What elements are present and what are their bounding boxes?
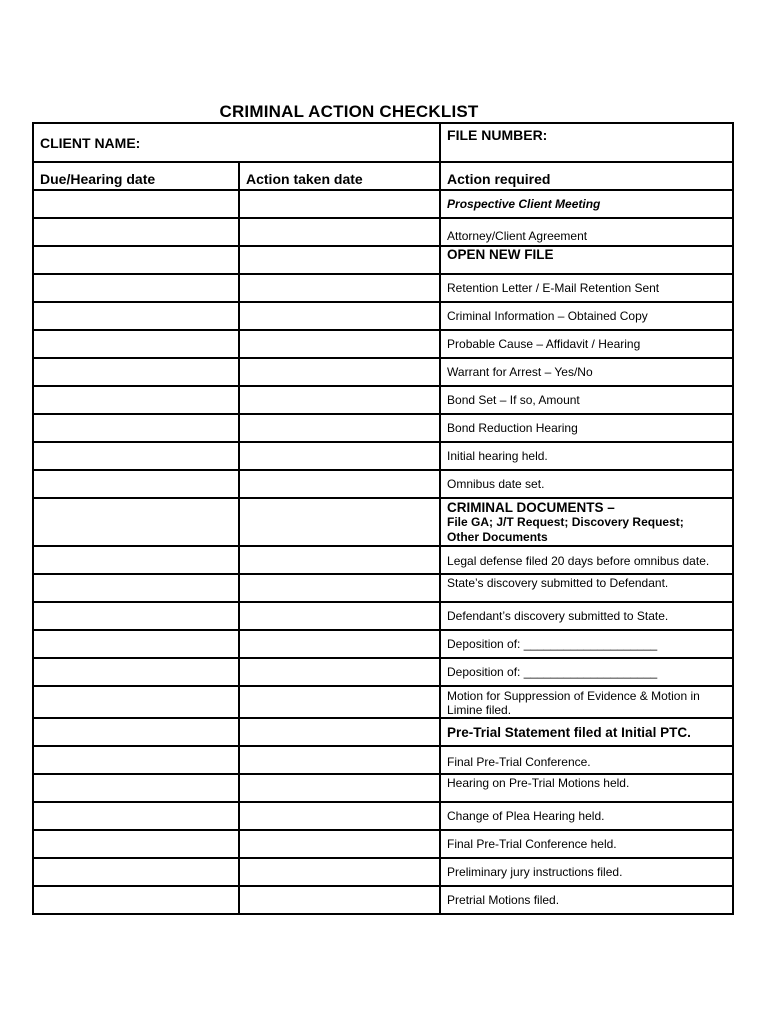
action-cell: Attorney/Client Agreement bbox=[440, 218, 733, 246]
due-date-cell[interactable] bbox=[33, 274, 239, 302]
due-date-cell[interactable] bbox=[33, 602, 239, 630]
taken-date-cell[interactable] bbox=[239, 302, 440, 330]
table-row bbox=[33, 630, 733, 658]
taken-date-cell[interactable] bbox=[239, 602, 440, 630]
due-date-cell[interactable] bbox=[33, 190, 239, 218]
action-cell: Initial hearing held. bbox=[440, 442, 733, 470]
table-row bbox=[33, 246, 733, 274]
header-row bbox=[33, 123, 733, 162]
action-cell: Legal defense filed 20 days before omnibus date. bbox=[440, 546, 733, 574]
file-number-label: FILE NUMBER: bbox=[447, 127, 548, 143]
taken-date-cell[interactable] bbox=[239, 630, 440, 658]
action-cell: Deposition of: ____________________ bbox=[440, 658, 733, 686]
action-cell: Bond Set – If so, Amount bbox=[440, 386, 733, 414]
table-row bbox=[33, 746, 733, 774]
taken-date-cell[interactable] bbox=[239, 686, 440, 718]
taken-date-cell[interactable] bbox=[239, 470, 440, 498]
action-cell: OPEN NEW FILE bbox=[440, 246, 733, 274]
due-date-cell[interactable] bbox=[33, 658, 239, 686]
action-cell: Retention Letter / E-Mail Retention Sent bbox=[440, 274, 733, 302]
table-row bbox=[33, 274, 733, 302]
taken-date-cell[interactable] bbox=[239, 190, 440, 218]
taken-date-cell[interactable] bbox=[239, 442, 440, 470]
column-header-row bbox=[33, 162, 733, 190]
action-cell: Hearing on Pre-Trial Motions held. bbox=[440, 774, 733, 802]
taken-date-cell[interactable] bbox=[239, 274, 440, 302]
table-row bbox=[33, 774, 733, 802]
table-row bbox=[33, 686, 733, 718]
table-row bbox=[33, 470, 733, 498]
table-row bbox=[33, 658, 733, 686]
due-date-cell[interactable] bbox=[33, 302, 239, 330]
action-cell: Preliminary jury instructions filed. bbox=[440, 858, 733, 886]
due-date-cell[interactable] bbox=[33, 358, 239, 386]
table-row bbox=[33, 574, 733, 602]
due-date-cell[interactable] bbox=[33, 746, 239, 774]
taken-date-cell[interactable] bbox=[239, 414, 440, 442]
criminal-documents-heading: CRIMINAL DOCUMENTS – bbox=[447, 500, 615, 515]
action-cell: Final Pre-Trial Conference. bbox=[440, 746, 733, 774]
due-date-cell[interactable] bbox=[33, 574, 239, 602]
due-date-cell[interactable] bbox=[33, 330, 239, 358]
page-title: CRIMINAL ACTION CHECKLIST bbox=[219, 102, 479, 121]
table-row bbox=[33, 546, 733, 574]
col-action-required: Action required bbox=[440, 162, 733, 190]
table-row bbox=[33, 802, 733, 830]
due-date-cell[interactable] bbox=[33, 414, 239, 442]
table-row bbox=[33, 830, 733, 858]
action-cell bbox=[440, 498, 733, 546]
due-date-cell[interactable] bbox=[33, 246, 239, 274]
due-date-cell[interactable] bbox=[33, 546, 239, 574]
due-date-cell[interactable] bbox=[33, 470, 239, 498]
client-name-field[interactable] bbox=[33, 123, 440, 162]
due-date-cell[interactable] bbox=[33, 774, 239, 802]
action-cell: Bond Reduction Hearing bbox=[440, 414, 733, 442]
col-action-taken: Action taken date bbox=[239, 162, 440, 190]
taken-date-cell[interactable] bbox=[239, 218, 440, 246]
table-row bbox=[33, 718, 733, 746]
taken-date-cell[interactable] bbox=[239, 830, 440, 858]
due-date-cell[interactable] bbox=[33, 858, 239, 886]
table-row bbox=[33, 330, 733, 358]
taken-date-cell[interactable] bbox=[239, 498, 440, 546]
taken-date-cell[interactable] bbox=[239, 774, 440, 802]
taken-date-cell[interactable] bbox=[239, 858, 440, 886]
taken-date-cell[interactable] bbox=[239, 358, 440, 386]
due-date-cell[interactable] bbox=[33, 386, 239, 414]
table-row bbox=[33, 386, 733, 414]
table-row bbox=[33, 218, 733, 246]
action-cell: Omnibus date set. bbox=[440, 470, 733, 498]
action-cell: State’s discovery submitted to Defendant. bbox=[440, 574, 733, 602]
taken-date-cell[interactable] bbox=[239, 330, 440, 358]
file-number-field[interactable] bbox=[440, 123, 733, 162]
taken-date-cell[interactable] bbox=[239, 574, 440, 602]
action-cell: Warrant for Arrest – Yes/No bbox=[440, 358, 733, 386]
taken-date-cell[interactable] bbox=[239, 246, 440, 274]
table-row bbox=[33, 498, 733, 546]
taken-date-cell[interactable] bbox=[239, 658, 440, 686]
table-row bbox=[33, 358, 733, 386]
table-row bbox=[33, 442, 733, 470]
due-date-cell[interactable] bbox=[33, 718, 239, 746]
table-row bbox=[33, 602, 733, 630]
due-date-cell[interactable] bbox=[33, 802, 239, 830]
table-row bbox=[33, 886, 733, 914]
taken-date-cell[interactable] bbox=[239, 802, 440, 830]
table-row bbox=[33, 414, 733, 442]
action-cell: Pretrial Motions filed. bbox=[440, 886, 733, 914]
due-date-cell[interactable] bbox=[33, 686, 239, 718]
action-cell: Defendant’s discovery submitted to State. bbox=[440, 602, 733, 630]
action-cell: Deposition of: ____________________ bbox=[440, 630, 733, 658]
action-cell: Criminal Information – Obtained Copy bbox=[440, 302, 733, 330]
taken-date-cell[interactable] bbox=[239, 546, 440, 574]
due-date-cell[interactable] bbox=[33, 218, 239, 246]
action-cell: Final Pre-Trial Conference held. bbox=[440, 830, 733, 858]
taken-date-cell[interactable] bbox=[239, 386, 440, 414]
due-date-cell[interactable] bbox=[33, 886, 239, 914]
action-cell: Change of Plea Hearing held. bbox=[440, 802, 733, 830]
action-cell: Motion for Suppression of Evidence & Motion in Limine filed. bbox=[440, 686, 733, 718]
col-due-hearing: Due/Hearing date bbox=[33, 162, 239, 190]
due-date-cell[interactable] bbox=[33, 498, 239, 546]
checklist-table bbox=[32, 122, 734, 915]
due-date-cell[interactable] bbox=[33, 830, 239, 858]
table-row bbox=[33, 302, 733, 330]
taken-date-cell[interactable] bbox=[239, 718, 440, 746]
action-cell: Probable Cause – Affidavit / Hearing bbox=[440, 330, 733, 358]
criminal-documents-sub: File GA; J/T Request; Discovery Request; bbox=[447, 515, 684, 529]
action-cell: Prospective Client Meeting bbox=[440, 190, 733, 218]
taken-date-cell[interactable] bbox=[239, 746, 440, 774]
client-name-label: CLIENT NAME: bbox=[40, 134, 141, 151]
due-date-cell[interactable] bbox=[33, 630, 239, 658]
criminal-documents-sub: Other Documents bbox=[447, 530, 548, 544]
due-date-cell[interactable] bbox=[33, 442, 239, 470]
action-cell: Pre-Trial Statement filed at Initial PTC. bbox=[440, 718, 733, 746]
table-row bbox=[33, 190, 733, 218]
taken-date-cell[interactable] bbox=[239, 886, 440, 914]
table-row bbox=[33, 858, 733, 886]
